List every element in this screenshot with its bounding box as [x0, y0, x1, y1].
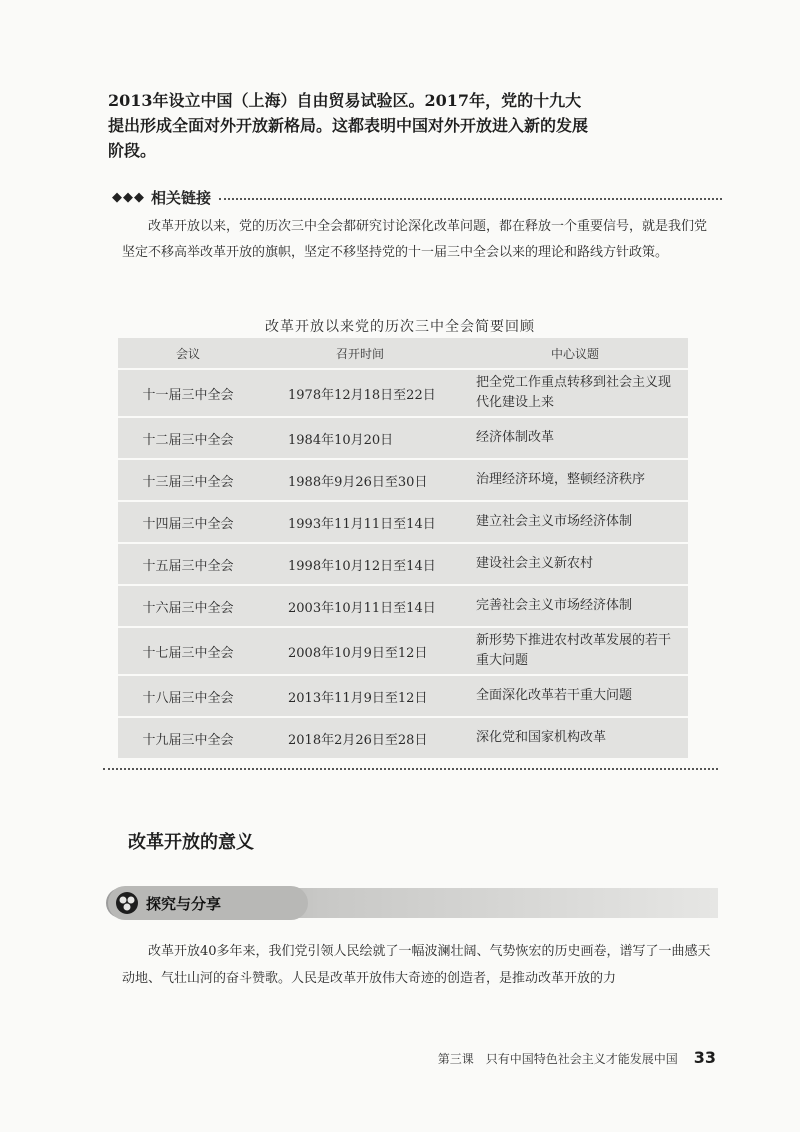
- table-row: [118, 459, 688, 501]
- dotted-divider: [219, 198, 722, 200]
- table-cell-time: 2018年2月26日至28日: [258, 717, 462, 759]
- table-cell-topic: 经济体制改革: [462, 417, 688, 459]
- table-cell-meeting: 十五届三中全会: [118, 543, 258, 585]
- table-cell-meeting: 十六届三中全会: [118, 585, 258, 627]
- section-title: 改革开放的意义: [128, 832, 254, 853]
- table-cell-time: 1988年9月26日至30日: [258, 459, 462, 501]
- table-cell-topic: 建设社会主义新农村: [462, 543, 688, 585]
- table-cell-topic: 完善社会主义市场经济体制: [462, 585, 688, 627]
- footer-lesson-title: 第三课 只有中国特色社会主义才能发展中国: [437, 1052, 678, 1066]
- table-cell-time: 2008年10月9日至12日: [258, 627, 462, 675]
- table-cell-topic: 治理经济环境，整顿经济秩序: [462, 459, 688, 501]
- explore-share-title: 探究与分享: [146, 894, 222, 913]
- table-row: [118, 585, 688, 627]
- table-row: [118, 717, 688, 759]
- dotted-divider: [103, 768, 718, 770]
- explore-share-badge: [108, 886, 308, 920]
- table-cell-meeting: 十四届三中全会: [118, 501, 258, 543]
- related-link-header: [112, 186, 722, 208]
- page-footer: [426, 1048, 716, 1067]
- intro-text: 2013年设立中国（上海）自由贸易试验区。2017年，党的十九大提出形成全面对外开放新格局。这都表明中国对外开放进入新的发展阶段。: [108, 91, 589, 160]
- table-row: [118, 417, 688, 459]
- table-cell-topic: 全面深化改革若干重大问题: [462, 675, 688, 717]
- table-cell-time: 2013年11月9日至12日: [258, 675, 462, 717]
- table-cell-meeting: 十七届三中全会: [118, 627, 258, 675]
- table-cell-topic: 新形势下推进农村改革发展的若干重大问题: [462, 627, 688, 675]
- page-number: 33: [693, 1048, 716, 1067]
- table-cell-time: 1984年10月20日: [258, 417, 462, 459]
- intro-paragraph: [108, 88, 588, 163]
- plenary-sessions-table: [118, 338, 688, 760]
- table-header-meeting: 会议: [118, 338, 258, 369]
- table-caption: 改革开放以来党的历次三中全会简要回顾: [265, 319, 535, 335]
- table-cell-meeting: 十一届三中全会: [118, 369, 258, 417]
- table-header-row: [118, 338, 688, 369]
- table-cell-time: 2003年10月11日至14日: [258, 585, 462, 627]
- table-header-topic: 中心议题: [462, 338, 688, 369]
- related-link-body: [122, 214, 712, 266]
- table-cell-topic: 把全党工作重点转移到社会主义现代化建设上来: [462, 369, 688, 417]
- table-cell-meeting: 十三届三中全会: [118, 459, 258, 501]
- table-row: [118, 543, 688, 585]
- table-cell-topic: 建立社会主义市场经济体制: [462, 501, 688, 543]
- table-cell-meeting: 十二届三中全会: [118, 417, 258, 459]
- explore-share-body: [122, 938, 712, 992]
- table-row: [118, 501, 688, 543]
- table-header-time: 召开时间: [258, 338, 462, 369]
- table-cell-time: 1978年12月18日至22日: [258, 369, 462, 417]
- table-cell-time: 1998年10月12日至14日: [258, 543, 462, 585]
- table-cell-time: 1993年11月11日至14日: [258, 501, 462, 543]
- explore-share-icon: [112, 888, 142, 918]
- related-link-text: 改革开放以来，党的历次三中全会都研究讨论深化改革问题，都在释放一个重要信号，就是我们党坚定不移高举改革开放的旗帜，坚定不移坚持党的十一届三中全会以来的理论和路线方针政策。: [122, 219, 708, 260]
- table-cell-topic: 深化党和国家机构改革: [462, 717, 688, 759]
- table-row: [118, 627, 688, 675]
- table-row: [118, 675, 688, 717]
- explore-share-text: 改革开放40多年来，我们党引领人民绘就了一幅波澜壮阔、气势恢宏的历史画卷，谱写了一曲感天动地、气壮山河的奋斗赞歌。人民是改革开放伟大奇迹的创造者，是推动改革开放的力: [122, 944, 711, 986]
- table-cell-meeting: 十八届三中全会: [118, 675, 258, 717]
- related-link-title: 相关链接: [151, 188, 212, 207]
- table-row: [118, 369, 688, 417]
- diamond-marker-icon: ◆◆◆: [112, 189, 145, 205]
- table-cell-meeting: 十九届三中全会: [118, 717, 258, 759]
